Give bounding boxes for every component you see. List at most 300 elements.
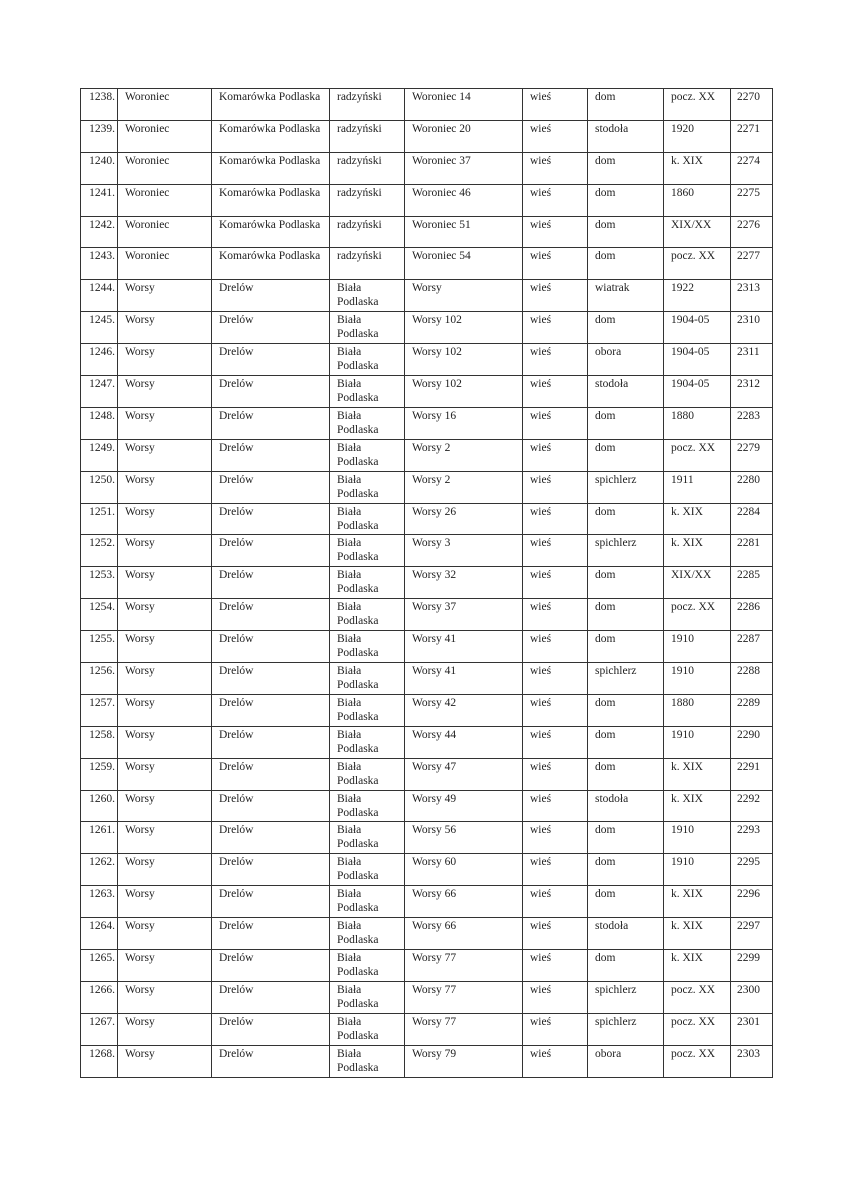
locality-cell: Worsy — [118, 663, 212, 695]
locality-cell: Worsy — [118, 535, 212, 567]
table-row — [81, 1013, 773, 1045]
district-cell: Biała Podlaska — [330, 599, 405, 631]
district-cell: Biała Podlaska — [330, 822, 405, 854]
address-cell: Worsy 66 — [405, 886, 523, 918]
table-row — [81, 790, 773, 822]
municipality-cell: Komarówka Podlaska — [212, 120, 330, 152]
register-number-cell: 2285 — [731, 567, 773, 599]
table-row — [81, 567, 773, 599]
district-cell: radzyński — [330, 216, 405, 248]
row-number-cell: 1267. — [81, 1013, 118, 1045]
locality-cell: Worsy — [118, 1013, 212, 1045]
register-number-cell: 2292 — [731, 790, 773, 822]
object-type-cell: stodoła — [588, 120, 664, 152]
settlement-type-cell: wieś — [523, 439, 588, 471]
register-number-cell: 2295 — [731, 854, 773, 886]
district-cell: Biała Podlaska — [330, 694, 405, 726]
object-type-cell: dom — [588, 694, 664, 726]
dating-cell: pocz. XX — [664, 1013, 731, 1045]
dating-cell: 1880 — [664, 694, 731, 726]
dating-cell: XIX/XX — [664, 567, 731, 599]
settlement-type-cell: wieś — [523, 631, 588, 663]
table-row — [81, 439, 773, 471]
district-cell: Biała Podlaska — [330, 344, 405, 376]
municipality-cell: Drelów — [212, 726, 330, 758]
table-row — [81, 854, 773, 886]
row-number-cell: 1258. — [81, 726, 118, 758]
address-cell: Worsy 47 — [405, 758, 523, 790]
locality-cell: Woroniec — [118, 184, 212, 216]
register-number-cell: 2300 — [731, 981, 773, 1013]
table-row — [81, 280, 773, 312]
municipality-cell: Drelów — [212, 439, 330, 471]
settlement-type-cell: wieś — [523, 758, 588, 790]
register-number-cell: 2310 — [731, 312, 773, 344]
district-cell: Biała Podlaska — [330, 407, 405, 439]
locality-cell: Worsy — [118, 312, 212, 344]
dating-cell: 1880 — [664, 407, 731, 439]
dating-cell: k. XIX — [664, 790, 731, 822]
locality-cell: Worsy — [118, 694, 212, 726]
settlement-type-cell: wieś — [523, 89, 588, 121]
municipality-cell: Komarówka Podlaska — [212, 89, 330, 121]
object-type-cell: spichlerz — [588, 471, 664, 503]
row-number-cell: 1241. — [81, 184, 118, 216]
address-cell: Worsy 79 — [405, 1045, 523, 1077]
municipality-cell: Drelów — [212, 599, 330, 631]
locality-cell: Worsy — [118, 886, 212, 918]
address-cell: Worsy 2 — [405, 439, 523, 471]
row-number-cell: 1266. — [81, 981, 118, 1013]
district-cell: Biała Podlaska — [330, 981, 405, 1013]
register-number-cell: 2303 — [731, 1045, 773, 1077]
object-type-cell: dom — [588, 822, 664, 854]
object-type-cell: dom — [588, 89, 664, 121]
object-type-cell: wiatrak — [588, 280, 664, 312]
object-type-cell: dom — [588, 248, 664, 280]
object-type-cell: dom — [588, 854, 664, 886]
table-row — [81, 344, 773, 376]
locality-cell: Worsy — [118, 981, 212, 1013]
locality-cell: Worsy — [118, 567, 212, 599]
district-cell: radzyński — [330, 152, 405, 184]
municipality-cell: Komarówka Podlaska — [212, 152, 330, 184]
address-cell: Worsy 102 — [405, 376, 523, 408]
register-number-cell: 2286 — [731, 599, 773, 631]
object-type-cell: dom — [588, 312, 664, 344]
table-row — [81, 631, 773, 663]
object-type-cell: dom — [588, 950, 664, 982]
row-number-cell: 1256. — [81, 663, 118, 695]
object-type-cell: dom — [588, 567, 664, 599]
settlement-type-cell: wieś — [523, 854, 588, 886]
table-row — [81, 248, 773, 280]
locality-cell: Worsy — [118, 854, 212, 886]
dating-cell: 1910 — [664, 663, 731, 695]
municipality-cell: Drelów — [212, 535, 330, 567]
address-cell: Worsy 2 — [405, 471, 523, 503]
municipality-cell: Drelów — [212, 503, 330, 535]
object-type-cell: obora — [588, 344, 664, 376]
district-cell: radzyński — [330, 248, 405, 280]
district-cell: Biała Podlaska — [330, 726, 405, 758]
register-number-cell: 2287 — [731, 631, 773, 663]
dating-cell: 1920 — [664, 120, 731, 152]
table-row — [81, 1045, 773, 1077]
object-type-cell: spichlerz — [588, 663, 664, 695]
row-number-cell: 1257. — [81, 694, 118, 726]
dating-cell: 1911 — [664, 471, 731, 503]
dating-cell: k. XIX — [664, 886, 731, 918]
locality-cell: Worsy — [118, 503, 212, 535]
dating-cell: 1910 — [664, 854, 731, 886]
register-number-cell: 2276 — [731, 216, 773, 248]
dating-cell: k. XIX — [664, 503, 731, 535]
register-number-cell: 2284 — [731, 503, 773, 535]
locality-cell: Worsy — [118, 376, 212, 408]
object-type-cell: dom — [588, 184, 664, 216]
address-cell: Worsy 56 — [405, 822, 523, 854]
address-cell: Worsy 49 — [405, 790, 523, 822]
address-cell: Worsy 32 — [405, 567, 523, 599]
district-cell: Biała Podlaska — [330, 535, 405, 567]
municipality-cell: Drelów — [212, 886, 330, 918]
district-cell: Biała Podlaska — [330, 567, 405, 599]
table-row — [81, 407, 773, 439]
address-cell: Worsy 41 — [405, 663, 523, 695]
object-type-cell: dom — [588, 152, 664, 184]
settlement-type-cell: wieś — [523, 376, 588, 408]
settlement-type-cell: wieś — [523, 981, 588, 1013]
dating-cell: pocz. XX — [664, 248, 731, 280]
address-cell: Worsy 41 — [405, 631, 523, 663]
table-row — [81, 822, 773, 854]
district-cell: Biała Podlaska — [330, 1013, 405, 1045]
municipality-cell: Drelów — [212, 790, 330, 822]
register-number-cell: 2290 — [731, 726, 773, 758]
object-type-cell: obora — [588, 1045, 664, 1077]
register-number-cell: 2283 — [731, 407, 773, 439]
municipality-cell: Drelów — [212, 663, 330, 695]
locality-cell: Worsy — [118, 790, 212, 822]
register-number-cell: 2291 — [731, 758, 773, 790]
district-cell: radzyński — [330, 120, 405, 152]
object-type-cell: dom — [588, 503, 664, 535]
address-cell: Woroniec 14 — [405, 89, 523, 121]
register-number-cell: 2275 — [731, 184, 773, 216]
address-cell: Woroniec 54 — [405, 248, 523, 280]
table-row — [81, 503, 773, 535]
municipality-cell: Drelów — [212, 758, 330, 790]
register-number-cell: 2296 — [731, 886, 773, 918]
register-number-cell: 2270 — [731, 89, 773, 121]
register-number-cell: 2274 — [731, 152, 773, 184]
address-cell: Worsy 37 — [405, 599, 523, 631]
table-body — [81, 89, 773, 1078]
address-cell: Worsy 3 — [405, 535, 523, 567]
address-cell: Woroniec 20 — [405, 120, 523, 152]
district-cell: Biała Podlaska — [330, 631, 405, 663]
object-type-cell: stodoła — [588, 918, 664, 950]
row-number-cell: 1248. — [81, 407, 118, 439]
settlement-type-cell: wieś — [523, 886, 588, 918]
municipality-cell: Drelów — [212, 407, 330, 439]
table-row — [81, 376, 773, 408]
row-number-cell: 1244. — [81, 280, 118, 312]
register-number-cell: 2280 — [731, 471, 773, 503]
settlement-type-cell: wieś — [523, 726, 588, 758]
locality-cell: Worsy — [118, 599, 212, 631]
district-cell: Biała Podlaska — [330, 918, 405, 950]
object-type-cell: dom — [588, 216, 664, 248]
district-cell: Biała Podlaska — [330, 312, 405, 344]
register-number-cell: 2301 — [731, 1013, 773, 1045]
row-number-cell: 1250. — [81, 471, 118, 503]
register-number-cell: 2312 — [731, 376, 773, 408]
dating-cell: 1922 — [664, 280, 731, 312]
district-cell: Biała Podlaska — [330, 503, 405, 535]
address-cell: Worsy 102 — [405, 312, 523, 344]
district-cell: radzyński — [330, 184, 405, 216]
locality-cell: Woroniec — [118, 216, 212, 248]
object-type-cell: dom — [588, 599, 664, 631]
locality-cell: Worsy — [118, 918, 212, 950]
settlement-type-cell: wieś — [523, 1045, 588, 1077]
row-number-cell: 1259. — [81, 758, 118, 790]
dating-cell: k. XIX — [664, 918, 731, 950]
row-number-cell: 1255. — [81, 631, 118, 663]
dating-cell: 1904-05 — [664, 344, 731, 376]
locality-cell: Woroniec — [118, 152, 212, 184]
row-number-cell: 1251. — [81, 503, 118, 535]
dating-cell: 1910 — [664, 726, 731, 758]
table-row — [81, 726, 773, 758]
municipality-cell: Drelów — [212, 918, 330, 950]
settlement-type-cell: wieś — [523, 663, 588, 695]
municipality-cell: Komarówka Podlaska — [212, 216, 330, 248]
register-number-cell: 2299 — [731, 950, 773, 982]
address-cell: Worsy 26 — [405, 503, 523, 535]
locality-cell: Worsy — [118, 726, 212, 758]
settlement-type-cell: wieś — [523, 216, 588, 248]
settlement-type-cell: wieś — [523, 152, 588, 184]
municipality-cell: Drelów — [212, 822, 330, 854]
address-cell: Worsy 77 — [405, 1013, 523, 1045]
register-number-cell: 2277 — [731, 248, 773, 280]
municipality-cell: Drelów — [212, 312, 330, 344]
row-number-cell: 1247. — [81, 376, 118, 408]
register-number-cell: 2311 — [731, 344, 773, 376]
dating-cell: pocz. XX — [664, 981, 731, 1013]
district-cell: Biała Podlaska — [330, 280, 405, 312]
locality-cell: Worsy — [118, 950, 212, 982]
table-row — [81, 981, 773, 1013]
object-type-cell: dom — [588, 758, 664, 790]
table-row — [81, 184, 773, 216]
settlement-type-cell: wieś — [523, 790, 588, 822]
dating-cell: 1860 — [664, 184, 731, 216]
locality-cell: Worsy — [118, 439, 212, 471]
row-number-cell: 1254. — [81, 599, 118, 631]
settlement-type-cell: wieś — [523, 407, 588, 439]
table-row — [81, 312, 773, 344]
row-number-cell: 1253. — [81, 567, 118, 599]
district-cell: Biała Podlaska — [330, 663, 405, 695]
locality-cell: Worsy — [118, 280, 212, 312]
municipality-cell: Drelów — [212, 854, 330, 886]
settlement-type-cell: wieś — [523, 567, 588, 599]
table-row — [81, 694, 773, 726]
row-number-cell: 1238. — [81, 89, 118, 121]
monument-register-table — [80, 88, 773, 1078]
object-type-cell: dom — [588, 726, 664, 758]
settlement-type-cell: wieś — [523, 344, 588, 376]
locality-cell: Worsy — [118, 822, 212, 854]
municipality-cell: Drelów — [212, 471, 330, 503]
dating-cell: 1910 — [664, 631, 731, 663]
table-row — [81, 535, 773, 567]
address-cell: Worsy 16 — [405, 407, 523, 439]
register-number-cell: 2293 — [731, 822, 773, 854]
dating-cell: k. XIX — [664, 950, 731, 982]
locality-cell: Woroniec — [118, 120, 212, 152]
table-row — [81, 216, 773, 248]
municipality-cell: Drelów — [212, 694, 330, 726]
address-cell: Worsy 77 — [405, 950, 523, 982]
address-cell: Worsy 66 — [405, 918, 523, 950]
row-number-cell: 1249. — [81, 439, 118, 471]
district-cell: Biała Podlaska — [330, 950, 405, 982]
object-type-cell: spichlerz — [588, 1013, 664, 1045]
row-number-cell: 1260. — [81, 790, 118, 822]
object-type-cell: stodoła — [588, 790, 664, 822]
municipality-cell: Drelów — [212, 344, 330, 376]
row-number-cell: 1261. — [81, 822, 118, 854]
locality-cell: Worsy — [118, 407, 212, 439]
address-cell: Woroniec 46 — [405, 184, 523, 216]
municipality-cell: Komarówka Podlaska — [212, 184, 330, 216]
municipality-cell: Drelów — [212, 981, 330, 1013]
dating-cell: pocz. XX — [664, 599, 731, 631]
locality-cell: Worsy — [118, 471, 212, 503]
settlement-type-cell: wieś — [523, 599, 588, 631]
table-row — [81, 120, 773, 152]
settlement-type-cell: wieś — [523, 184, 588, 216]
municipality-cell: Drelów — [212, 631, 330, 663]
locality-cell: Worsy — [118, 631, 212, 663]
dating-cell: 1910 — [664, 822, 731, 854]
row-number-cell: 1252. — [81, 535, 118, 567]
settlement-type-cell: wieś — [523, 822, 588, 854]
object-type-cell: spichlerz — [588, 535, 664, 567]
row-number-cell: 1246. — [81, 344, 118, 376]
settlement-type-cell: wieś — [523, 1013, 588, 1045]
settlement-type-cell: wieś — [523, 535, 588, 567]
address-cell: Worsy 44 — [405, 726, 523, 758]
address-cell: Worsy 102 — [405, 344, 523, 376]
district-cell: Biała Podlaska — [330, 439, 405, 471]
municipality-cell: Drelów — [212, 1045, 330, 1077]
table-row — [81, 918, 773, 950]
register-number-cell: 2313 — [731, 280, 773, 312]
locality-cell: Worsy — [118, 344, 212, 376]
table-row — [81, 471, 773, 503]
municipality-cell: Drelów — [212, 280, 330, 312]
settlement-type-cell: wieś — [523, 120, 588, 152]
district-cell: Biała Podlaska — [330, 854, 405, 886]
municipality-cell: Komarówka Podlaska — [212, 248, 330, 280]
dating-cell: k. XIX — [664, 535, 731, 567]
settlement-type-cell: wieś — [523, 694, 588, 726]
address-cell: Worsy — [405, 280, 523, 312]
settlement-type-cell: wieś — [523, 471, 588, 503]
dating-cell: pocz. XX — [664, 89, 731, 121]
settlement-type-cell: wieś — [523, 312, 588, 344]
object-type-cell: spichlerz — [588, 981, 664, 1013]
municipality-cell: Drelów — [212, 1013, 330, 1045]
settlement-type-cell: wieś — [523, 503, 588, 535]
dating-cell: pocz. XX — [664, 439, 731, 471]
table-row — [81, 663, 773, 695]
table-row — [81, 152, 773, 184]
address-cell: Worsy 42 — [405, 694, 523, 726]
row-number-cell: 1265. — [81, 950, 118, 982]
municipality-cell: Drelów — [212, 376, 330, 408]
dating-cell: XIX/XX — [664, 216, 731, 248]
table-row — [81, 886, 773, 918]
register-number-cell: 2289 — [731, 694, 773, 726]
row-number-cell: 1262. — [81, 854, 118, 886]
settlement-type-cell: wieś — [523, 918, 588, 950]
table-row — [81, 89, 773, 121]
settlement-type-cell: wieś — [523, 950, 588, 982]
dating-cell: k. XIX — [664, 758, 731, 790]
table-row — [81, 599, 773, 631]
register-number-cell: 2297 — [731, 918, 773, 950]
dating-cell: pocz. XX — [664, 1045, 731, 1077]
locality-cell: Worsy — [118, 1045, 212, 1077]
object-type-cell: dom — [588, 439, 664, 471]
locality-cell: Woroniec — [118, 248, 212, 280]
table-row — [81, 758, 773, 790]
row-number-cell: 1239. — [81, 120, 118, 152]
row-number-cell: 1263. — [81, 886, 118, 918]
register-number-cell: 2271 — [731, 120, 773, 152]
settlement-type-cell: wieś — [523, 280, 588, 312]
dating-cell: 1904-05 — [664, 376, 731, 408]
register-number-cell: 2281 — [731, 535, 773, 567]
object-type-cell: stodoła — [588, 376, 664, 408]
district-cell: radzyński — [330, 89, 405, 121]
address-cell: Worsy 60 — [405, 854, 523, 886]
register-number-cell: 2288 — [731, 663, 773, 695]
row-number-cell: 1242. — [81, 216, 118, 248]
district-cell: Biała Podlaska — [330, 790, 405, 822]
row-number-cell: 1243. — [81, 248, 118, 280]
address-cell: Worsy 77 — [405, 981, 523, 1013]
address-cell: Woroniec 37 — [405, 152, 523, 184]
dating-cell: 1904-05 — [664, 312, 731, 344]
district-cell: Biała Podlaska — [330, 758, 405, 790]
municipality-cell: Drelów — [212, 950, 330, 982]
district-cell: Biała Podlaska — [330, 886, 405, 918]
object-type-cell: dom — [588, 407, 664, 439]
district-cell: Biała Podlaska — [330, 471, 405, 503]
row-number-cell: 1264. — [81, 918, 118, 950]
dating-cell: k. XIX — [664, 152, 731, 184]
district-cell: Biała Podlaska — [330, 376, 405, 408]
row-number-cell: 1240. — [81, 152, 118, 184]
